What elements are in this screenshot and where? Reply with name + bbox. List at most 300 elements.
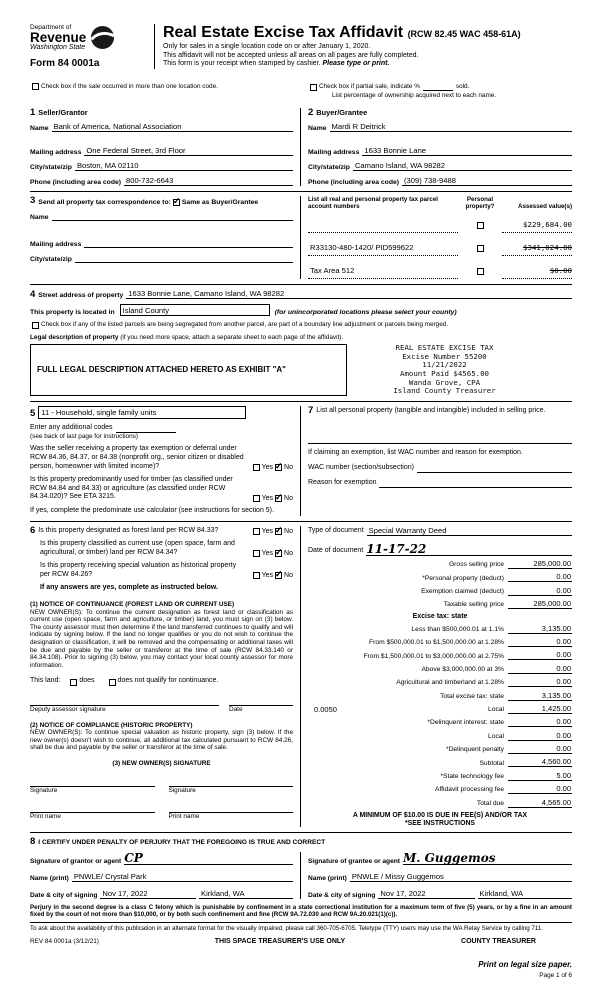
partial-sale-checkbox[interactable] <box>310 84 317 91</box>
personal-property-deduct-value[interactable]: 0.00 <box>508 572 572 582</box>
this-land-label: This land: <box>30 677 61 685</box>
tax-computation <box>301 526 572 827</box>
assessed-value-1: $229,684.00 <box>523 220 572 230</box>
section-6 <box>30 526 301 827</box>
washington-state-label: Washington State <box>30 44 86 51</box>
correspondence-label: Send all property tax correspondence to: <box>38 198 171 206</box>
assessed-value-field-1[interactable] <box>502 214 572 233</box>
buyer-address-field[interactable] <box>362 146 572 156</box>
forest-land-question-text: Is this property designated as forest land per RCW 84.33? <box>38 526 219 534</box>
doc-type-field[interactable] <box>367 526 572 536</box>
correspondence-name-label: Name <box>30 213 49 221</box>
assessed-value-2: $341,024.00 <box>523 243 572 253</box>
parcel-number-field-2[interactable] <box>308 237 458 256</box>
delinquent-penalty-label: *Delinquent penalty <box>446 746 504 754</box>
doc-date-field[interactable] <box>366 543 572 556</box>
header-note-3 <box>163 60 572 69</box>
partial-sale-check-row <box>301 83 572 100</box>
dor-logo-icon <box>90 25 115 50</box>
legal-description-field[interactable] <box>30 344 347 396</box>
yes-label: Yes <box>261 495 274 502</box>
page-title <box>163 24 572 43</box>
new-owner-signature-lines <box>30 777 293 795</box>
divider <box>30 284 572 285</box>
buyer-csz-value: Camano Island, WA 98282 <box>354 161 445 171</box>
land-use-code-value: 11 - Household, single family units <box>41 407 157 417</box>
grantor-signature-block <box>30 852 301 899</box>
grantor-signature-field[interactable] <box>124 852 293 865</box>
assessed-value-field-2[interactable] <box>502 237 572 256</box>
section-3 <box>30 196 572 279</box>
divider <box>30 401 572 402</box>
section-6-and-tax <box>30 526 572 827</box>
new-owner-signature-field-1[interactable] <box>30 777 155 787</box>
divider <box>30 521 572 522</box>
print-name-label: Print name <box>30 813 61 821</box>
exemption-claimed-label: Exemption claimed (deduct) <box>421 587 504 595</box>
receipt-note: This form is your receipt when stamped by cashier. <box>163 60 323 68</box>
tax-row <box>308 637 572 647</box>
tax-row <box>308 586 572 596</box>
delinquent-penalty-value[interactable]: 0.00 <box>508 744 572 754</box>
minimum-due-note: A MINIMUM OF $10.00 IS DUE IN FEE(S) AND/OR TAX <box>352 811 528 819</box>
buyer-csz-field[interactable] <box>353 161 572 171</box>
exemption-yes-checkbox[interactable] <box>253 464 260 471</box>
buyer-phone-field[interactable] <box>402 176 572 186</box>
total-due-label: Total due <box>476 799 504 807</box>
current-use-no-checkbox[interactable] <box>275 550 282 557</box>
form-header <box>30 24 572 69</box>
grantee-date-value: Nov 17, 2022 <box>380 889 426 899</box>
section-6-number: 6 <box>30 524 36 536</box>
state-technology-fee-value[interactable]: 5.00 <box>508 771 572 781</box>
local-tax-label: Local <box>488 706 504 714</box>
correspondence-address-field[interactable] <box>84 238 293 248</box>
no-label: No <box>284 528 293 536</box>
partial-sale-percent-field[interactable] <box>423 83 453 91</box>
ownership-percent-note: List percentage of ownership acquired next to each name. <box>332 92 497 99</box>
grantor-city-value: Kirkland, WA <box>201 889 245 899</box>
notice-continuance-body: NEW OWNER(S): To continue the current designation as forest land or classification as current use (open space, farm and agriculture, or timber) land, you must sign on (3) below. The county assessor must then determine if the land transferred continues to qualify and will indicate by signing below. If the land no longer qualifies or you do not wish to continue the designation or classification, it will be removed and the compensating or additional taxes will be due and payable by the seller or transferor at the time of sale (RCW 84.33.140 or 84.34.108). Prior to signing (3) below, you may contact your local county assessor for more information. <box>30 608 293 669</box>
subtotal-value[interactable]: 4,560.00 <box>508 757 572 767</box>
forest-yes-checkbox[interactable] <box>253 528 260 535</box>
street-address-value: 1633 Bonnie Lane, Camano Island, WA 98282 <box>128 289 285 299</box>
timber-no-checkbox[interactable] <box>275 495 282 502</box>
exemption-deferral-question <box>30 445 293 471</box>
section-1-number: 1 <box>30 106 36 118</box>
bracket-2-value[interactable]: 0.00 <box>508 637 572 647</box>
parcel-row <box>308 260 572 279</box>
answers-yes-note: If any answers are yes, complete as instructed below. <box>40 584 218 592</box>
tax-row-local <box>308 704 572 714</box>
bracket-2-label: From $500,000.01 to $1,500,000.00 at 1.28% <box>369 639 504 647</box>
historic-property-question <box>30 562 293 579</box>
county-treasurer-label: COUNTY TREASURER <box>461 937 536 945</box>
does-label: does <box>79 677 95 685</box>
grantee-print-name-label: Name (print) <box>308 875 347 883</box>
grantor-date-city-label: Date & city of signing <box>30 892 98 900</box>
tax-row <box>308 691 572 701</box>
print-legal-size-note: Print on legal size paper. <box>478 959 572 969</box>
stamp-treasurer-title: Island County Treasurer <box>393 386 496 396</box>
additional-codes-note: (see back of last page for instructions) <box>30 432 138 440</box>
grantee-print-name-value: PNWLE / Missy Guggemos <box>351 872 444 882</box>
divider <box>308 443 572 444</box>
section-8-number: 8 <box>30 835 36 847</box>
signature-label: Signature <box>30 786 58 794</box>
grantee-signature-field[interactable] <box>403 852 572 865</box>
tax-row <box>308 677 572 687</box>
tax-row <box>308 757 572 767</box>
street-address-field[interactable] <box>126 289 572 299</box>
stamp-treasurer-name: Wanda Grove, CPA <box>408 377 481 387</box>
legal-description-label-rest: (if you need more space, attach a separate sheet to each page of the affidavit). <box>118 333 344 341</box>
seller-csz-field[interactable] <box>75 161 293 171</box>
correspondence-address-label: Mailing address <box>30 240 82 248</box>
certify-statement: I CERTIFY UNDER PENALTY OF PERJURY THAT THE FOREGOING IS TRUE AND CORRECT <box>38 839 326 847</box>
tax-row <box>308 559 572 569</box>
additional-codes-label: Enter any additional codes <box>30 424 113 432</box>
seller-address-label: Mailing address <box>30 149 82 157</box>
exemption-claim-note: If claiming an exemption, list WAC number and reason for exemption. <box>308 449 523 457</box>
timber-agriculture-question-text: Is this property predominantly used for timber (as classified under RCW 84.84 and 84.33) or agriculture (as classified under RCW 84.34.020)? See ETA 3215. <box>30 476 233 501</box>
does-qualify-checkbox[interactable] <box>70 679 77 686</box>
personal-property-checkbox-3[interactable] <box>477 268 484 275</box>
parcel-number-value-3: Tax Area 512 <box>310 266 355 276</box>
type-or-print-note: Please type or print. <box>322 60 390 68</box>
tax-correspondence-block <box>30 196 301 279</box>
grantee-signature-label: Signature of grantee or agent <box>308 858 400 866</box>
new-owner-signature-title: (3) NEW OWNER(S) SIGNATURE <box>112 759 211 767</box>
timber-yes-checkbox[interactable] <box>253 495 260 502</box>
assessed-value-3: $0.00 <box>549 266 572 276</box>
predominate-use-note: If yes, complete the predominate use calculator (see instructions for section 5). <box>30 507 274 514</box>
assessed-value-field-3[interactable] <box>502 260 572 279</box>
current-use-answer <box>251 550 293 557</box>
stamp-excise-number: Excise Number 55200 <box>402 351 487 361</box>
title-block <box>154 24 572 69</box>
correspondence-csz-field[interactable] <box>75 253 293 263</box>
segregated-label: Check box if any of the listed parcels are being segregated from another parcel, are part of a boundary line adjustment or parcels being merged. <box>41 321 449 329</box>
wac-number-label: WAC number (section/subsection) <box>308 464 414 472</box>
grantee-date-field[interactable] <box>378 889 474 899</box>
bracket-4-value[interactable]: 0.00 <box>508 664 572 674</box>
segregated-checkbox[interactable] <box>32 322 39 329</box>
dor-brand <box>30 24 154 69</box>
doc-date-value: 11-17-22 <box>366 541 427 556</box>
legal-description-label-bold: Legal description of property <box>30 333 119 341</box>
state-technology-fee-label: *State technology fee <box>440 773 504 781</box>
treasurer-stamp <box>347 344 572 396</box>
seller-address-value: One Federal Street, 3rd Floor <box>86 146 186 156</box>
personal-property-checkbox-1[interactable] <box>477 222 484 229</box>
parcel-number-value-1 <box>308 220 312 229</box>
correspondence-csz-label: City/state/zip <box>30 255 72 263</box>
dept-of-label: Department of <box>30 24 72 31</box>
grantor-print-name-label: Name (print) <box>30 875 69 883</box>
tax-row <box>308 798 572 808</box>
doc-date-label: Date of document <box>308 547 364 554</box>
section-5 <box>30 406 301 516</box>
located-in-label: This property is located in <box>30 309 115 317</box>
buyer-name-field[interactable] <box>330 122 572 132</box>
seller-csz-value: Boston, MA 02110 <box>76 161 139 171</box>
additional-codes-field[interactable] <box>116 424 176 433</box>
legal-description-value: FULL LEGAL DESCRIPTION ATTACHED HERETO AS EXHIBIT "A" <box>37 365 286 375</box>
yes-label: Yes <box>261 528 274 536</box>
grantor-city-field[interactable] <box>199 889 293 899</box>
tax-row <box>308 664 572 674</box>
grantor-date-value: Nov 17, 2022 <box>102 889 148 899</box>
personal-property-list-label: List all personal property (tangible and intangible) included in selling price. <box>316 406 546 414</box>
seller-phone-field[interactable] <box>124 176 293 186</box>
tax-row <box>308 572 572 582</box>
seller-phone-label: Phone (including area code) <box>30 179 122 187</box>
new-owner-print-name-field-1[interactable] <box>30 803 155 813</box>
bracket-1-label: Less than $500,000.01 at 1.1% <box>411 625 504 633</box>
personal-property-list-field[interactable] <box>308 415 572 441</box>
does-not-qualify-checkbox[interactable] <box>109 679 116 686</box>
multi-location-check-row <box>30 83 301 100</box>
section-5-7 <box>30 406 572 516</box>
delinquent-interest-local-value[interactable]: 0.00 <box>508 731 572 741</box>
current-use-yes-checkbox[interactable] <box>253 550 260 557</box>
stamp-amount-paid: Amount Paid $4565.00 <box>400 369 489 379</box>
new-owner-signature-field-2[interactable] <box>169 777 294 787</box>
no-label: No <box>284 464 293 472</box>
personal-property-header: Personal property? <box>465 196 495 211</box>
seller-name-value: Bank of America, National Association <box>53 122 182 132</box>
taxable-selling-price-value[interactable]: 285,000.00 <box>508 599 572 609</box>
parcel-row <box>308 237 572 256</box>
grantor-signature-label: Signature of grantor or agent <box>30 858 122 866</box>
notice-continuance-title: (1) NOTICE OF CONTINUANCE (FOREST LAND OR CURRENT USE) <box>30 601 235 609</box>
doc-type-label: Type of document <box>308 527 364 534</box>
rev-number: REV 84 0001a (3/12/21) <box>30 938 99 946</box>
grantee-date-city-label: Date & city of signing <box>308 892 376 900</box>
total-excise-state-label: Total excise tax: state <box>440 692 504 700</box>
buyer-phone-label: Phone (including area code) <box>308 179 400 187</box>
same-as-buyer-checkbox[interactable] <box>173 199 180 206</box>
no-label: No <box>284 572 293 580</box>
bracket-3-label: From $1,500,000.01 to $3,000,000.00 at 2.75% <box>363 652 504 660</box>
section-3-number: 3 <box>30 195 36 207</box>
current-use-question <box>30 540 293 557</box>
county-select[interactable] <box>120 304 270 316</box>
section-1-2 <box>30 108 572 187</box>
header-note-2: This affidavit will not be accepted unless all areas on all pages are fully completed. <box>163 51 419 59</box>
grantee-signature-block <box>301 852 572 899</box>
seller-address-field[interactable] <box>84 146 293 156</box>
signature-label: Signature <box>168 786 196 794</box>
yes-label: Yes <box>261 572 274 580</box>
unincorporated-note: (for unincorporated locations please select your county) <box>274 309 457 317</box>
exemption-deferral-answer <box>251 464 293 471</box>
local-rate-value[interactable]: 0.0050 <box>314 704 337 714</box>
buyer-name-label: Name <box>308 125 327 133</box>
total-due-value[interactable]: 4,565.00 <box>508 798 572 808</box>
grantee-print-name-field[interactable] <box>350 872 572 882</box>
deputy-signature-labels <box>30 706 293 714</box>
buyer-address-label: Mailing address <box>308 149 360 157</box>
personal-property-checkbox-2[interactable] <box>477 245 484 252</box>
seller-name-field[interactable] <box>52 122 293 132</box>
historic-no-checkbox[interactable] <box>275 572 282 579</box>
grantor-signature-value: CP <box>124 851 143 866</box>
divider <box>30 832 572 833</box>
perjury-notice: Perjury in the second degree is a class C felony which is punishable by confinement in a state correctional institution for a maximum term of five (5) years, or by a fine in an amount fixed by the court of not more than $10,000, or by both such confinement and fine (RCW 9A.72.030 and RCW 9A.20.021(1)(c)). <box>30 904 572 919</box>
affidavit-processing-fee-value[interactable]: 0.00 <box>508 784 572 794</box>
delinquent-interest-state-value[interactable]: 0.00 <box>508 717 572 727</box>
tax-row <box>308 599 572 609</box>
bracket-1-value[interactable]: 3,135.00 <box>508 624 572 634</box>
personal-property-deduct-label: *Personal property (deduct) <box>422 574 504 582</box>
total-excise-state-value[interactable]: 3,135.00 <box>508 691 572 701</box>
notice-compliance-body: NEW OWNER(S): To continue special valuation as historic property, sign (3) below. If the new owner(s) doesn't wish to continue, all additional tax calculated pursuant to RCW 84.26, shall be due and payable by the seller or transferor at the time of sale. <box>30 729 293 752</box>
tax-row <box>308 650 572 660</box>
section-7 <box>301 406 572 516</box>
timber-agriculture-question <box>30 476 293 502</box>
rcw-reference: (RCW 82.45 WAC 458-61A) <box>407 29 521 39</box>
seller-grantor-heading: Seller/Grantor <box>38 108 88 118</box>
buyer-grantee-heading: Buyer/Grantee <box>316 108 368 118</box>
buyer-phone-value: (309) 738-9488 <box>404 176 456 186</box>
new-owner-print-name-lines <box>30 803 293 821</box>
deputy-date-label: Date <box>229 706 243 713</box>
parcel-number-value-2: R33130-480-1420/ PID599622 <box>310 243 414 253</box>
current-use-question-text: Is this property classified as current use (open space, farm and agricultural, or timber) land per RCW 84.34? <box>40 540 235 556</box>
gross-selling-price-label: Gross selling price <box>448 561 504 569</box>
section-4 <box>30 289 572 396</box>
grantee-signature-value: M. Guggemos <box>402 851 496 866</box>
yes-label: Yes <box>261 550 274 558</box>
deputy-date-field[interactable] <box>229 696 293 706</box>
forest-no-checkbox[interactable] <box>275 528 282 535</box>
form-number: Form 84 0001a <box>30 58 100 69</box>
seller-phone-value: 800-732-6643 <box>126 176 174 186</box>
forest-land-question <box>30 526 293 536</box>
section-2-buyer <box>301 108 572 187</box>
agricultural-timberland-value[interactable]: 0.00 <box>508 677 572 687</box>
see-instructions-note: *SEE INSTRUCTIONS <box>404 819 476 827</box>
timber-agriculture-answer <box>251 495 293 502</box>
delinquent-interest-local-label: Local <box>488 732 504 740</box>
seller-name-label: Name <box>30 125 49 133</box>
grantee-city-field[interactable] <box>478 889 573 899</box>
historic-property-answer <box>251 572 293 579</box>
parcel-numbers-header: List all real and personal property tax parcel account numbers <box>308 196 438 211</box>
land-qualify-row <box>30 677 293 686</box>
section-4-number: 4 <box>30 288 36 300</box>
deputy-assessor-signature-field[interactable] <box>30 696 219 706</box>
new-owner-print-name-field-2[interactable] <box>169 803 294 813</box>
historic-property-question-text: Is this property receiving special valuation as historical property per RCW 84.26? <box>40 562 237 578</box>
multi-location-label: Check box if the sale occurred in more than one location code. <box>41 83 218 90</box>
historic-yes-checkbox[interactable] <box>253 572 260 579</box>
tax-row <box>308 744 572 754</box>
grantee-city-value: Kirkland, WA <box>479 889 524 899</box>
tax-row <box>308 771 572 781</box>
exemption-claimed-value[interactable]: 0.00 <box>508 586 572 596</box>
delinquent-interest-state-label: *Delinquent interest: state <box>427 719 504 727</box>
treasurer-space-label: THIS SPACE TREASURER'S USE ONLY <box>214 937 346 945</box>
grantor-print-name-field[interactable] <box>72 872 293 882</box>
exemption-deferral-question-text: Was the seller receiving a property tax exemption or deferral under RCW 84.36, 84.37, or 84.38 (nonprofit org., senior citizen or disabled person, homeowner with limited income)? <box>30 445 244 470</box>
page-indicator: Page 1 of 6 <box>539 972 572 980</box>
grantor-date-field[interactable] <box>100 889 196 899</box>
revenue-wordmark: Revenue <box>30 30 87 45</box>
tax-row <box>308 624 572 634</box>
buyer-address-value: 1633 Bonnie Lane <box>364 146 427 156</box>
deputy-signature-row <box>30 696 293 706</box>
notice-compliance-title: (2) NOTICE OF COMPLIANCE (HISTORIC PROPERTY) <box>30 721 193 729</box>
section-1-seller <box>30 108 301 187</box>
seller-csz-label: City/state/zip <box>30 164 72 172</box>
legal-description-label <box>30 334 572 342</box>
gross-selling-price-value[interactable]: 285,000.00 <box>508 559 572 569</box>
excise-tax-state-header: Excise tax: state <box>412 613 468 621</box>
reason-exemption-field[interactable] <box>379 478 572 488</box>
forest-land-answer <box>251 528 293 535</box>
bottom-row <box>30 938 572 947</box>
parcel-table <box>301 196 572 279</box>
street-address-label: Street address of property <box>38 292 124 300</box>
same-as-buyer-label: Same as Buyer/Grantee <box>181 198 259 206</box>
yes-label: Yes <box>261 464 274 472</box>
bracket-3-value[interactable]: 0.00 <box>508 650 572 660</box>
stamp-date: 11/21/2022 <box>422 360 467 370</box>
section-5-number: 5 <box>30 408 36 420</box>
land-use-code-field[interactable] <box>38 406 246 419</box>
no-label: No <box>284 550 293 558</box>
tax-row <box>308 784 572 794</box>
local-tax-value[interactable]: 1,425.00 <box>508 704 572 714</box>
no-label: No <box>284 495 293 502</box>
form-title-text: Real Estate Excise Tax Affidavit <box>163 24 404 41</box>
assessed-value-header: Assessed value(s) <box>518 203 572 211</box>
doc-type-value: Special Warranty Deed <box>368 525 447 535</box>
signature-columns <box>30 852 572 899</box>
buyer-name-value: Mardi R Deitrick <box>331 122 386 132</box>
partial-sale-label: Check box if partial sale, indicate % <box>319 83 420 91</box>
correspondence-name-field[interactable] <box>52 211 293 221</box>
reason-exemption-label: Reason for exemption <box>308 479 377 487</box>
subtotal-label: Subtotal <box>479 759 504 767</box>
deputy-assessor-signature-label: Deputy assessor signature <box>30 706 106 713</box>
section-7-number: 7 <box>308 404 314 416</box>
parcel-row <box>308 214 572 233</box>
parcel-number-field-3[interactable] <box>308 260 458 279</box>
bracket-4-label: Above $3,000,000.00 at 3% <box>421 665 504 673</box>
exemption-no-checkbox[interactable] <box>275 464 282 471</box>
parcel-number-field-1[interactable] <box>308 214 458 233</box>
county-value: Island County <box>122 305 170 315</box>
taxable-selling-price-label: Taxable selling price <box>443 601 504 609</box>
alternate-format-notice: To ask about the availability of this publication in an alternate format for the visually impaired, please call 360-705-6705. Teletype (TTY) users may use the WA Relay Service by calling 711. <box>30 922 572 932</box>
parcel-table-header <box>308 196 572 210</box>
section-2-number: 2 <box>308 106 314 118</box>
divider <box>30 191 572 192</box>
top-checkboxes <box>30 83 572 100</box>
grantor-print-name-value: PNWLE/ Crystal Park <box>73 872 147 882</box>
affidavit-processing-fee-label: Affidavit processing fee <box>434 786 504 794</box>
multi-location-checkbox[interactable] <box>32 83 39 90</box>
sold-label: sold. <box>455 83 470 91</box>
header-note-1: Only for sales in a single location code on or after January 1, 2020. <box>163 43 371 50</box>
buyer-csz-label: City/state/zip <box>308 164 350 172</box>
stamp-title: REAL ESTATE EXCISE TAX <box>395 343 494 353</box>
wac-number-field[interactable] <box>417 463 572 473</box>
